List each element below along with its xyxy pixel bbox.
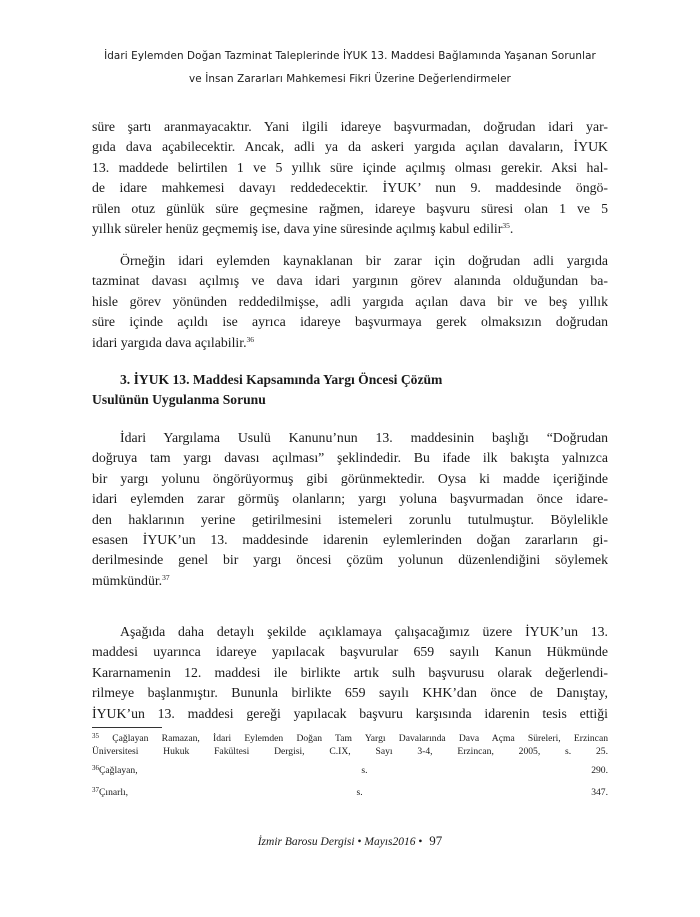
footnote-text: Çağlayan, s. 290. xyxy=(99,765,608,776)
issue-date: Mayıs2016 xyxy=(364,836,416,848)
footnote-ref-37: 37 xyxy=(162,572,170,582)
text-line: Kararnamenin 12. maddesi ile birlikte artık sulh başvurusu olarak değerlendi- xyxy=(92,664,608,680)
footnote-36 xyxy=(92,764,608,777)
paragraph-1 xyxy=(92,117,608,239)
footnote-line xyxy=(92,732,608,745)
text-line: esasen İYUK’un 13. maddesinde idarenin eylemlerinden doğan zararların gi- xyxy=(92,531,608,547)
text-line: de idare mahkemesi davayı reddedecektir. İYUK’ nun 9. maddesinde öngö- xyxy=(92,180,608,196)
text-line: tazminat davası açılmış ve dava idari yargının görev alanında olduğundan ba- xyxy=(92,273,608,289)
footnote-number: 35 xyxy=(92,732,99,740)
footnote-line: Üniversitesi Hukuk Fakültesi Dergisi, C.IX, Sayı 3-4, Erzincan, 2005, s. 25. xyxy=(92,746,608,758)
footnote-separator xyxy=(92,727,162,728)
text-line: doğruya tam yargı davası açılması” şeklindedir. Bu ifade ilk bakışta yalnızca xyxy=(92,450,608,466)
footnote-line xyxy=(92,786,608,799)
text-fragment: idari yargıda dava açılabilir. xyxy=(92,334,247,350)
text-line xyxy=(92,219,608,239)
footnote-ref-36: 36 xyxy=(246,334,255,344)
text-line: den haklarının yerine getirilmesini istemeleri zorunlu tutulmuştur. Böylelikle xyxy=(92,511,608,527)
text-line: İdari Yargılama Usulü Kanunu’nun 13. maddesinin başlığı “Doğrudan xyxy=(120,430,608,445)
footnote-number: 37 xyxy=(92,786,99,794)
page-number: 97 xyxy=(429,833,443,848)
text-fragment: . xyxy=(509,220,514,236)
paragraph-4 xyxy=(92,622,608,724)
section-heading xyxy=(92,370,608,411)
text-line: süre şartı aranmayacaktır. Yani ilgili idareye başvurmadan, doğrudan idari yar- xyxy=(92,119,608,134)
text-line: Örneğin idari eylemden kaynaklanan bir zarar için doğrudan adli yargıda xyxy=(120,253,608,268)
page-footer xyxy=(0,833,700,849)
text-fragment: yıllık süreler henüz geçmemiş ise, dava yine süresinde açılmış kabul edilir xyxy=(92,220,503,236)
text-line: Aşağıda daha detaylı şekilde açıklamaya çalışacağımız üzere İYUK’un 13. xyxy=(120,624,608,639)
journal-name: İzmir Barosu Dergisi xyxy=(257,836,355,848)
footnote-35 xyxy=(92,732,608,758)
text-line: hisle görev yönünden reddedilmişse, adli yargıda açılan dava bir ve beş yıllık xyxy=(92,293,608,309)
text-line: maddesi uyarınca idareye yapılacak başvurular 659 sayılı Kanun Hükmünde xyxy=(92,644,608,660)
separator-bullet: • xyxy=(418,836,423,848)
text-line: rülen otuz günlük süre geçmesine rağmen, idareye başvuru süresi olan 1 ve 5 xyxy=(92,200,608,216)
text-fragment: mümkündür. xyxy=(92,572,163,588)
text-line: gıda dava açabilecektir. Ancak, adli ya da askeri yargıda açılan davaların, İYUK xyxy=(92,139,608,155)
heading-line: Usulünün Uygulanma Sorunu xyxy=(92,392,266,408)
text-line: rilmeye başlanmıştır. Bununla birlikte 659 sayılı KHK’dan önce de Danıştay, xyxy=(92,685,608,701)
text-line: derilmesinde genel bir yargı öncesi çözüm yolunun düzenlendiğini söylemek xyxy=(92,552,608,568)
footnote-line xyxy=(92,764,608,777)
text-line: bir yargı yolunu öngörüyormuş gibi görünmektedir. Oysa ki madde içeriğinde xyxy=(92,470,608,486)
footnote-number: 36 xyxy=(92,764,99,772)
footnote-text: Çınarlı, s. 347. xyxy=(99,787,608,798)
text-line: İYUK’un 13. maddesi gereği yapılacak başvuru karşısında idarenin tesis ettiği xyxy=(92,705,608,721)
text-line xyxy=(92,571,608,591)
footnote-text: Çağlayan Ramazan, İdari Eylemden Doğan Tam Yargı Davalarında Dava Açma Süreleri, Erzincan xyxy=(112,733,608,744)
text-line: 13. maddede belirtilen 1 ve 5 yıllık süre içinde açılmış olması gerekir. Aksi hal- xyxy=(92,159,608,175)
heading-line: 3. İYUK 13. Maddesi Kapsamında Yargı Öncesi Çözüm xyxy=(120,372,443,387)
text-line xyxy=(92,333,608,353)
paragraph-3 xyxy=(92,428,608,591)
footnote-ref-35: 35 xyxy=(502,220,510,230)
running-header-line-2: ve İnsan Zararları Mahkemesi Fikri Üzerine Değerlendirmeler xyxy=(189,73,511,85)
footnote-37 xyxy=(92,786,608,799)
text-line: süre içinde açıldı ise ayrıca idareye başvurmaya gerek olmaksızın doğrudan xyxy=(92,314,608,330)
text-line: idari eylemden zarar görmüş olanların; yargı yoluna başvurmadan önce idare- xyxy=(92,491,608,507)
paragraph-2 xyxy=(92,251,608,353)
running-header-line-1: İdari Eylemden Doğan Tazminat Taleplerinde İYUK 13. Maddesi Bağlamında Yaşanan Sorunlar xyxy=(104,50,596,62)
separator-bullet: • xyxy=(357,836,362,848)
